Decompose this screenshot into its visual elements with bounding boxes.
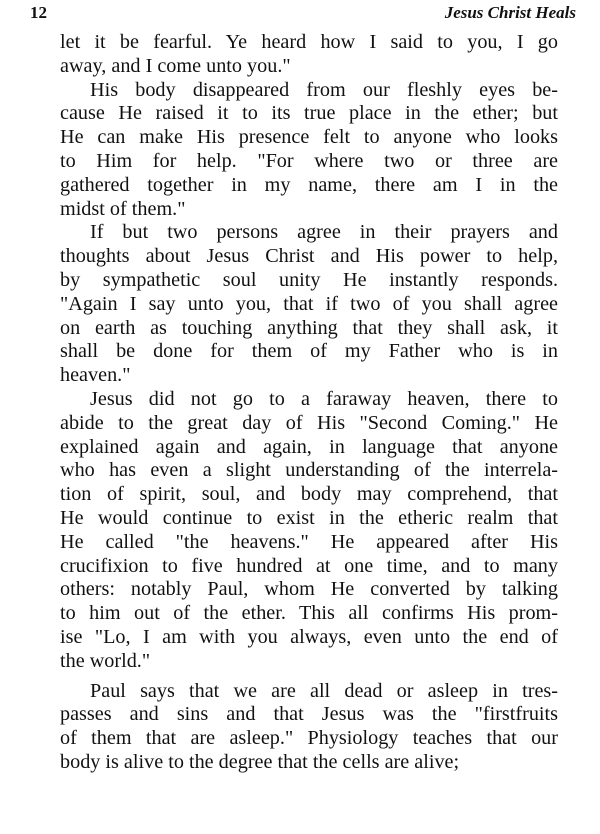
text-line: body is alive to the degree that the cells are alive; <box>60 750 460 773</box>
paragraph <box>60 221 558 388</box>
text-line: to Him for help. "For where two or three are <box>60 149 558 172</box>
text-line: crucifixion to five hundred at one time, and to many <box>60 554 558 577</box>
text-line: shall be done for them of my Father who is in <box>60 340 558 363</box>
page-number: 12 <box>30 3 47 22</box>
text-line: gathered together in my name, there am I in the <box>60 173 558 196</box>
paragraph <box>60 31 558 79</box>
text-line: "Again I say unto you, that if two of you shall agree <box>60 292 558 315</box>
page-header <box>30 0 576 26</box>
text-line: explained again and again, in language that anyone <box>60 435 558 458</box>
text-line: midst of them." <box>60 197 186 220</box>
text-line: of them that are asleep." Physiology teaches that our <box>60 727 558 750</box>
body-text <box>60 31 558 775</box>
text-line: on earth as touching anything that they shall ask, it <box>60 316 558 339</box>
text-line: by sympathetic soul unity He instantly responds. <box>60 268 558 291</box>
paragraph <box>60 79 558 222</box>
text-line: He can make His presence felt to anyone who looks <box>60 126 558 149</box>
paragraph <box>60 388 558 674</box>
text-line: His body disappeared from our fleshly eyes be- <box>90 78 558 101</box>
text-line: He would continue to exist in the etheric realm that <box>60 506 558 529</box>
text-line: away, and I come unto you." <box>60 54 291 77</box>
text-line: heaven." <box>60 364 131 387</box>
text-line: the world." <box>60 649 151 672</box>
text-line: If but two persons agree in their prayers and <box>90 221 558 244</box>
text-line: to him out of the ether. This all confirms His prom- <box>60 602 558 625</box>
text-line: abide to the great day of His "Second Coming." He <box>60 411 558 434</box>
text-line: He called "the heavens." He appeared after His <box>60 530 558 553</box>
text-line: cause He raised it to its true place in the ether; but <box>60 102 558 125</box>
text-line: who has even a slight understanding of the interrela- <box>60 459 558 482</box>
text-line: let it be fearful. Ye heard how I said to you, I go <box>60 31 558 53</box>
text-line: Paul says that we are all dead or asleep in tres- <box>90 679 558 702</box>
text-line: ise "Lo, I am with you always, even unto the end of <box>60 625 558 648</box>
text-line: others: notably Paul, whom He converted by talking <box>60 578 558 601</box>
text-line: Jesus did not go to a faraway heaven, there to <box>90 387 558 410</box>
running-title: Jesus Christ Heals <box>444 3 576 22</box>
text-line: tion of spirit, soul, and body may comprehend, that <box>60 483 558 506</box>
paragraph <box>60 680 558 775</box>
text-line: passes and sins and that Jesus was the "firstfruits <box>60 703 558 726</box>
text-line: thoughts about Jesus Christ and His power to help, <box>60 245 558 268</box>
